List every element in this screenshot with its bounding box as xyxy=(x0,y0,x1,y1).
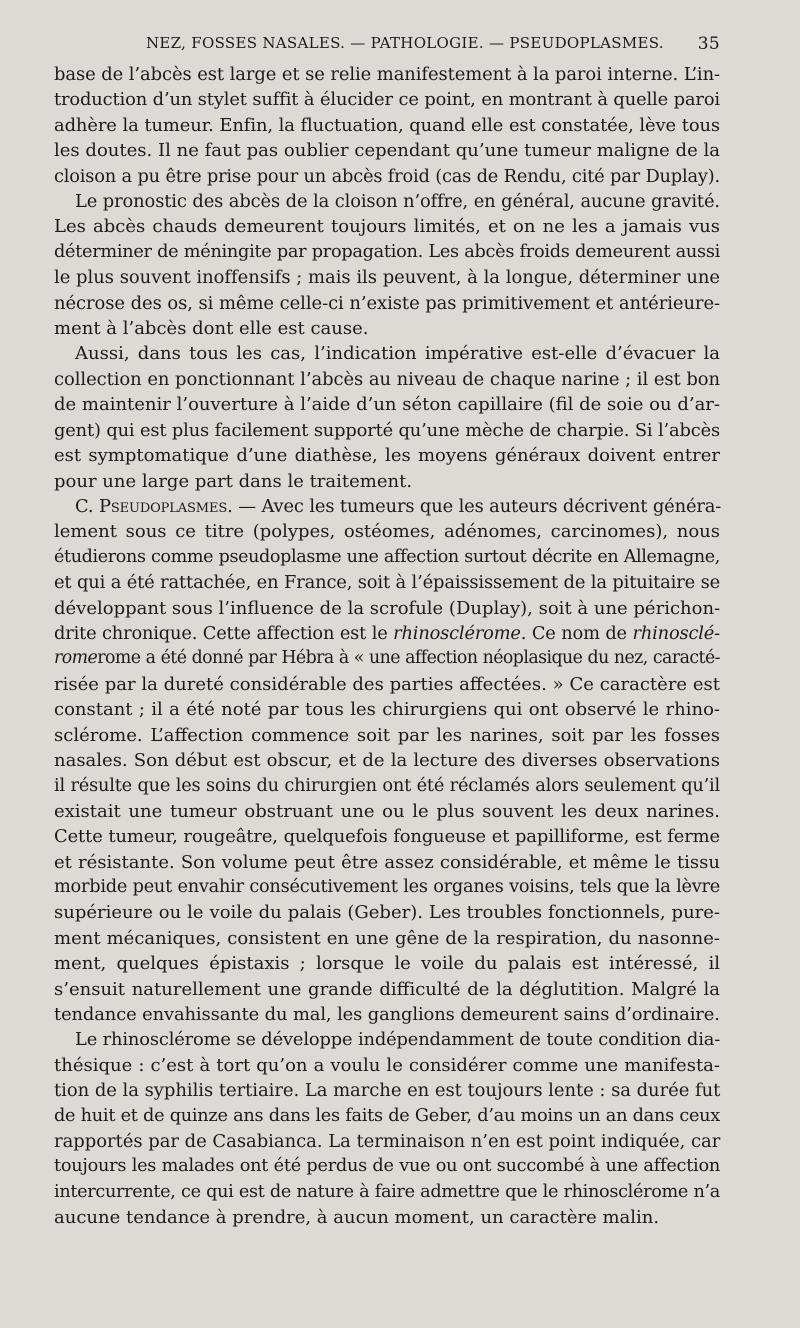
text-line: étudierons comme pseudoplasme une affection surtout décrite en Allemagne, xyxy=(54,546,720,567)
text-line: troduction d’un stylet suffit à élucider ce point, en montrant à quelle paroi xyxy=(54,89,720,111)
text-line: Le rhinosclérome se développe indépendamment de toute condition dia- xyxy=(75,1029,721,1051)
text-segment: rome a été donné par Hébra à « une affection néoplasique du nez, caracté- xyxy=(97,648,720,669)
text-line: de maintenir l’ouverture à l’aide d’un séton capillaire (fil de soie ou d’ar- xyxy=(54,394,720,416)
text-line: déterminer de méningite par propagation. Les abcès froids demeurent aussi xyxy=(54,241,720,262)
text-line: base de l’abcès est large et se relie manifestement à la paroi interne. L’in- xyxy=(54,64,720,85)
text-line: rapportés par de Casabianca. La terminaison n’en est point indiquée, car xyxy=(54,1131,721,1153)
italic-term: rhinosclé- xyxy=(632,622,720,644)
body-text xyxy=(54,62,720,1231)
text-line: toujours les malades ont été perdus de vue ou ont succombé à une affection xyxy=(54,1156,720,1177)
text-line: adhère la tumeur. Enfin, la fluctuation, quand elle est constatée, lève tous xyxy=(54,114,720,136)
text-line: Les abcès chauds demeurent toujours limités, et on ne les a jamais vus xyxy=(54,216,720,238)
text-line: Le pronostic des abcès de la cloison n’offre, en général, aucune gravité. xyxy=(75,191,720,213)
running-header xyxy=(56,34,720,56)
text-segment: — Avec les tumeurs que les auteurs décrivent généra- xyxy=(232,495,722,517)
running-title: NEZ, FOSSES NASALES. — PATHOLOGIE. — PSEUDOPLASMES. xyxy=(146,34,664,52)
text-line: développant sous l’influence de la scrofule (Duplay), soit à une périchon- xyxy=(54,597,721,619)
text-line: existait une tumeur obstruant une ou le plus souvent les deux narines. xyxy=(54,800,720,822)
text-line: aucune tendance à prendre, à aucun moment, un caractère malin. xyxy=(54,1207,660,1229)
text-line: intercurrente, ce qui est de nature à faire admettre que le rhinosclérome n’a xyxy=(54,1181,720,1202)
text-line: le plus souvent inoffensifs ; mais ils peuvent, à la longue, déterminer une xyxy=(54,267,720,289)
text-line xyxy=(54,494,720,519)
text-line: ment, quelques épistaxis ; lorsque le voile du palais est intéressé, il xyxy=(54,953,720,975)
text-line: sclérome. L’affection commence soit par les narines, soit par les fosses xyxy=(54,724,720,746)
text-line: gent) qui est plus facilement supporté qu’une mèche de charpie. Si l’abcès xyxy=(54,419,720,441)
text-line xyxy=(54,646,720,671)
page-number: 35 xyxy=(697,34,720,54)
text-line: Cette tumeur, rougeâtre, quelquefois fongueuse et papilliforme, est ferme xyxy=(54,826,720,848)
text-line: est symptomatique d’une diathèse, les moyens généraux doivent entrer xyxy=(54,445,720,467)
text-line: supérieure ou le voile du palais (Geber). Les troubles fonctionnels, pure- xyxy=(54,902,720,924)
paragraph-abces-base xyxy=(54,62,720,189)
text-line: lement sous ce titre (polypes, ostéomes, adénomes, carcinomes), nous xyxy=(54,521,720,543)
text-line: nécrose des os, si même celle-ci n’existe pas primitivement et antérieure- xyxy=(54,292,720,314)
text-line: thésique : c’est à tort qu’on a voulu le considérer comme une manifesta- xyxy=(54,1054,720,1076)
italic-term: rhinosclérome xyxy=(393,622,521,644)
text-line: ment à l’abcès dont elle est cause. xyxy=(54,318,369,340)
paragraph-rhinosclerome-evolution xyxy=(54,1027,720,1230)
text-line: tendance envahissante du mal, les ganglions demeurent sains d’ordinaire. xyxy=(54,1004,720,1026)
text-line: il résulte que les soins du chirurgien ont été réclamés alors seulement qu’il xyxy=(54,775,720,797)
text-line: constant ; il a été noté par tous les chirurgiens qui ont observé le rhino- xyxy=(54,699,720,721)
text-line: de huit et de quinze ans dans les faits de Geber, d’au moins un an dans ceux xyxy=(54,1105,720,1126)
text-line: tion de la syphilis tertiaire. La marche en est toujours lente : sa durée fut xyxy=(54,1080,721,1102)
text-line: pour une large part dans le traitement. xyxy=(54,470,413,492)
text-line: et résistante. Son volume peut être assez considérable, et même le tissu xyxy=(54,851,720,873)
text-line: cloison a pu être prise pour un abcès froid (cas de Rendu, cité par Duplay). xyxy=(54,165,720,187)
text-line: et qui a été rattachée, en France, soit à l’épaississement de la pituitaire se xyxy=(54,572,721,594)
text-line: les doutes. Il ne faut pas oublier cependant qu’une tumeur maligne de la xyxy=(54,140,720,162)
text-line: nasales. Son début est obscur, et de la lecture des diverses observations xyxy=(54,749,720,771)
paragraph-pseudoplasmes xyxy=(54,494,720,1028)
italic-term: rome xyxy=(54,648,98,669)
text-line: morbide peut envahir consécutivement les organes voisins, tels que la lèvre xyxy=(54,877,720,897)
text-line: collection en ponctionnant l’abcès au niveau de chaque narine ; il est bon xyxy=(54,368,720,390)
text-line xyxy=(54,621,720,646)
text-segment: drite chronique. Cette affection est le xyxy=(54,622,394,644)
section-heading: C. Pseudoplasmes. xyxy=(75,495,233,517)
text-line: s’ensuit naturellement une grande difficulté de la déglutition. Malgré la xyxy=(54,978,720,1000)
paragraph-pronostic xyxy=(54,189,720,341)
text-segment: . Ce nom de xyxy=(520,622,633,644)
text-line: risée par la dureté considérable des parties affectées. » Ce caractère est xyxy=(54,673,720,695)
text-line: Aussi, dans tous les cas, l’indication impérative est-elle d’évacuer la xyxy=(75,343,720,365)
text-line: ment mécaniques, consistent en une gêne de la respiration, du nasonne- xyxy=(54,927,720,949)
paragraph-indication xyxy=(54,341,720,493)
